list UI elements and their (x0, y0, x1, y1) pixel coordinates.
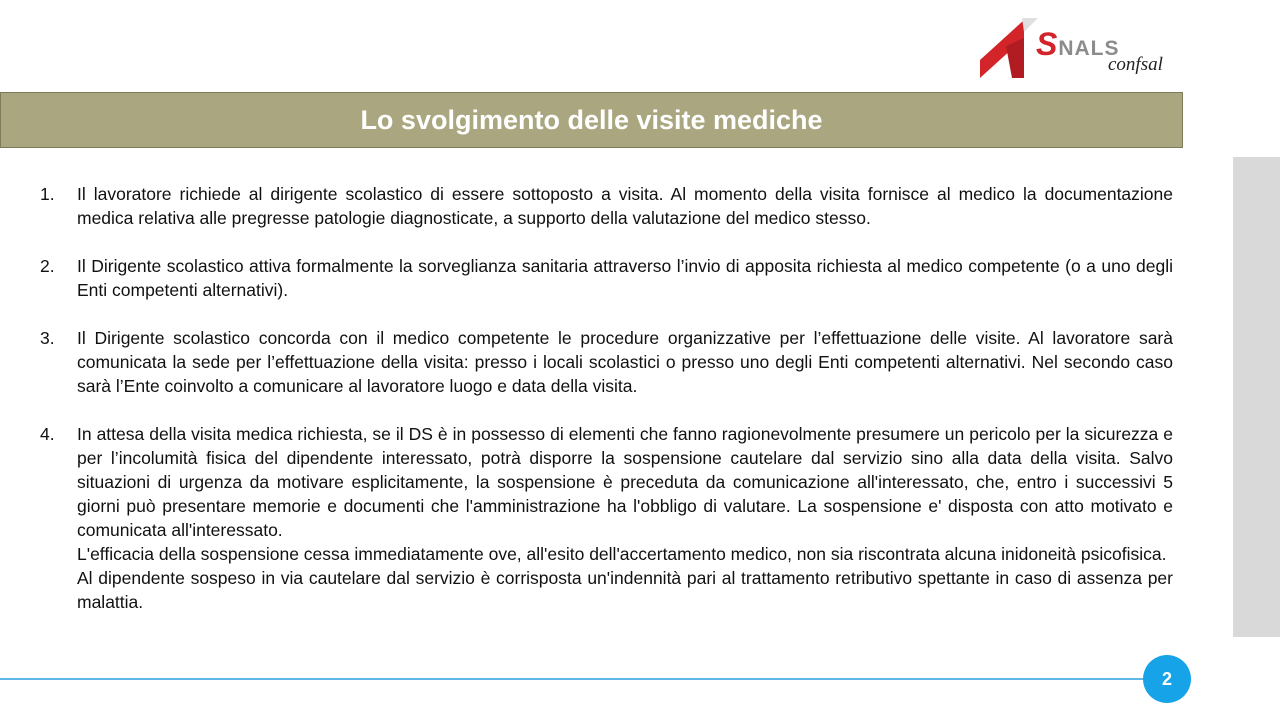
list-item-text: Il lavoratore richiede al dirigente scolastico di essere sottoposto a visita. Al momento della visita fornisce al medico la documentazione medica relativa alle pregresse patologie diagnosticate, a supporto della valutazione del medico stesso. (77, 184, 1173, 228)
footer-divider (0, 678, 1150, 680)
logo-subtitle: confsal (1108, 54, 1163, 75)
list-item-text: Il Dirigente scolastico attiva formalmente la sorveglianza sanitaria attraverso l’invio di apposita richiesta al medico competente (o a uno degli Enti competenti alternativi). (77, 256, 1173, 300)
list-item-number: 3. (40, 328, 55, 348)
list-item-number: 4. (40, 424, 55, 444)
list-item-text: L'efficacia della sospensione cessa immediatamente ove, all'esito dell'accertamento medico, non sia riscontrata alcuna inidoneità psicofisica. (77, 544, 1167, 564)
logo-wordmark: SNALS (1036, 26, 1120, 62)
list-item-text: In attesa della visita medica richiesta, se il DS è in possesso di elementi che fanno ragionevolmente presumere un pericolo per la sicurezza e per l’incolumità fisica del dipendente interessato, potrà disporre la sospensione cautelare dal servizio sino alla data della visita. Salvo situazioni di urgenza da motivare esplicitamente, la sospensione è preceduta da comunicazione all'interessato, che, entro i successivi 5 giorni può presentare memorie e documenti che l'amministrazione ha l'obbligo di valutare. La sospensione e' disposta con atto motivato e comunicata all'interessato. (77, 424, 1173, 540)
title-bar (0, 92, 1183, 148)
side-panel (1233, 157, 1280, 637)
list-item-text: Al dipendente sospeso in via cautelare dal servizio è corrisposta un'indennità pari al trattamento retributivo spettante in caso di assenza per malattia. (77, 568, 1173, 612)
slide-title: Lo svolgimento delle visite mediche (360, 104, 823, 135)
snals-confsal-logo (978, 16, 1182, 82)
list-item (40, 326, 1173, 398)
list-item-text: Il Dirigente scolastico concorda con il medico competente le procedure organizzative per l’effettuazione delle visite. Al lavoratore sarà comunicata la sede per l’effettuazione della visita: presso i locali scolastici o presso uno degli Enti competenti alternativi. Nel secondo caso sarà l’Ente coinvolto a comunicare al lavoratore luogo e data della visita. (77, 328, 1173, 396)
list-item (40, 182, 1173, 230)
page-number-badge: 2 (1143, 655, 1191, 703)
list-item-number: 2. (40, 256, 55, 276)
list-item (40, 254, 1173, 302)
list-item (40, 422, 1173, 614)
list-item-number: 1. (40, 184, 55, 204)
numbered-list (40, 182, 1173, 638)
